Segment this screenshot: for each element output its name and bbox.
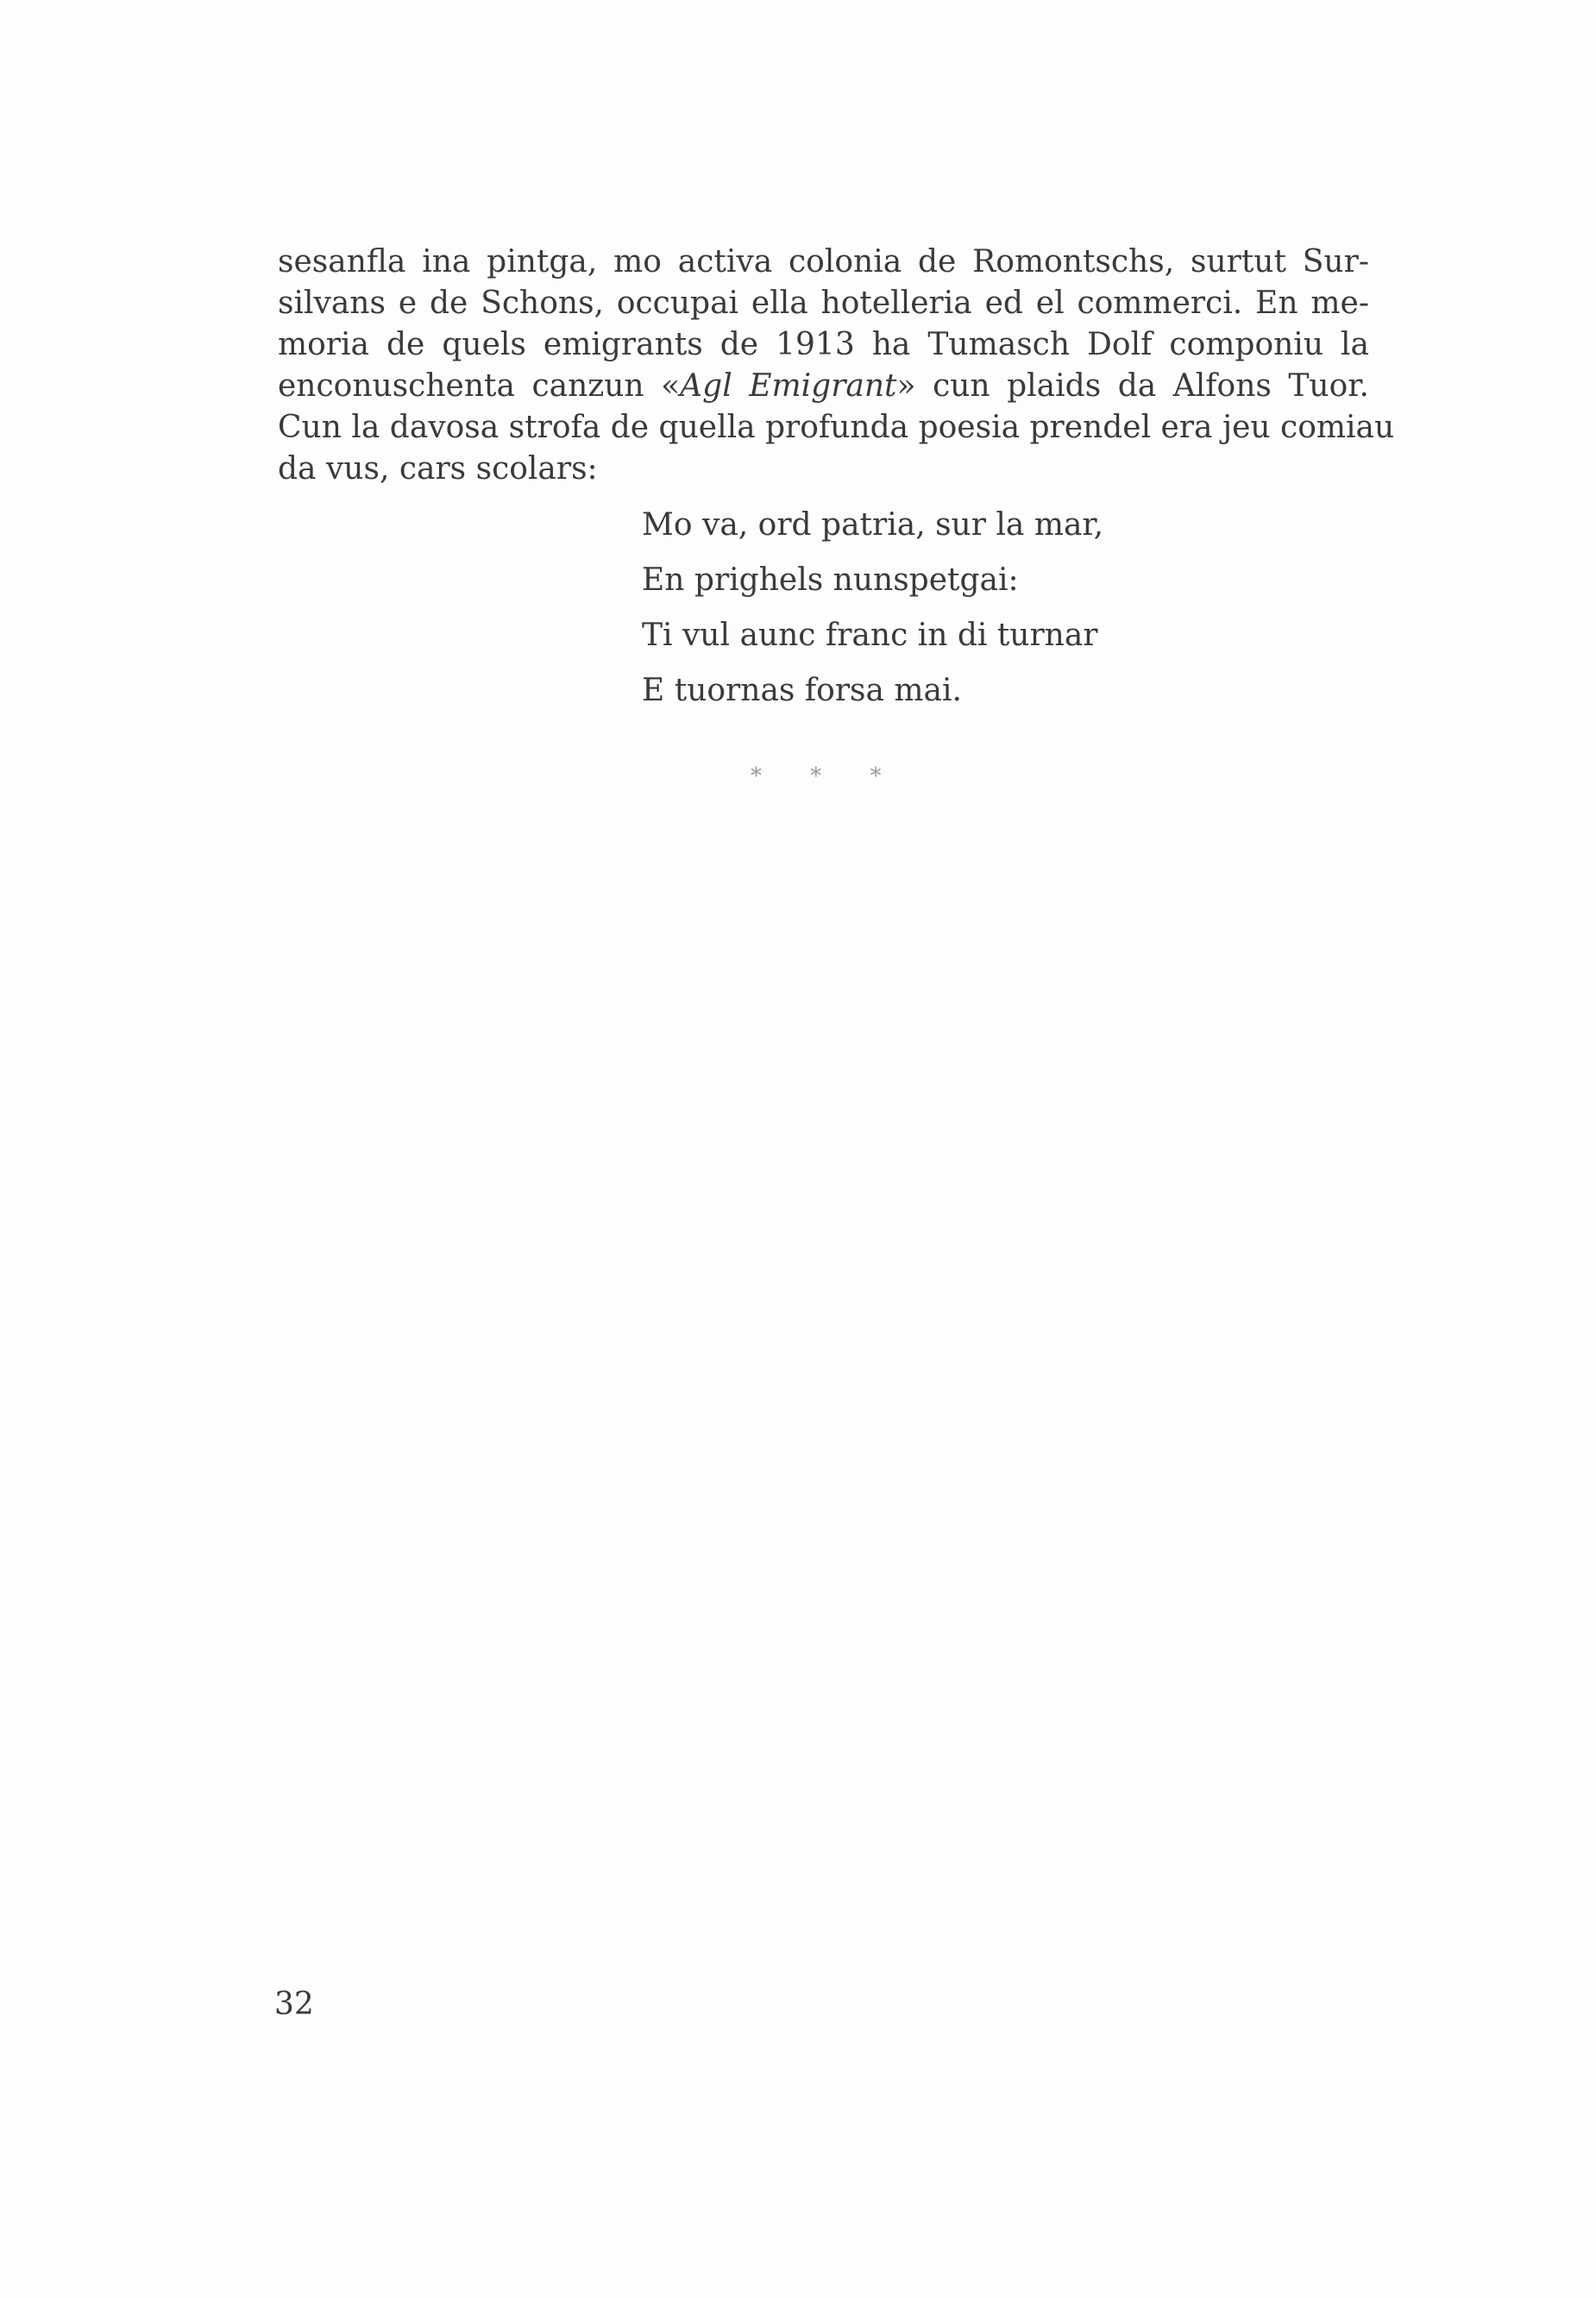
text-line-content: sesanfla ina pintga, mo activa colonia de Romontschs, surtut Sur- xyxy=(278,244,1369,279)
verse-line: E tuornas forsa mai. xyxy=(642,673,962,708)
text-line xyxy=(278,324,1369,366)
text-line-content: da vus, cars scolars: xyxy=(278,451,598,487)
text-segment: cun plaids da Alfons Tuor. xyxy=(915,368,1369,404)
text-line-content xyxy=(278,366,1369,407)
text-line-content: Cun la davosa strofa de quella profunda poesia prendel era jeu comiau xyxy=(278,410,1395,445)
text-line xyxy=(278,366,1369,407)
text-line-content: moria de quels emigrants de 1913 ha Tumasch Dolf componiu la xyxy=(278,327,1369,362)
verse-line: En prighels nunspetgai: xyxy=(642,562,1019,598)
poem-stanza xyxy=(642,498,1103,719)
verse-line: Ti vul aunc franc in di turnar xyxy=(642,618,1098,653)
verse-line: Mo va, ord patria, sur la mar, xyxy=(642,507,1104,543)
prose-paragraph xyxy=(278,242,1395,490)
text-line xyxy=(278,407,1395,449)
song-title: Agl Emigrant xyxy=(680,368,897,404)
quote-close-mark: » xyxy=(896,368,916,404)
text-segment: enconuschenta canzun xyxy=(278,368,662,404)
text-line xyxy=(278,449,1369,490)
text-line-content: silvans e de Schons, occupai ella hotelleria ed el commerci. En me- xyxy=(278,286,1369,321)
page-number: 32 xyxy=(274,1987,314,2022)
text-line xyxy=(278,283,1369,324)
section-break-ornament: * * * xyxy=(751,763,902,789)
quote-open-mark: « xyxy=(661,368,681,404)
text-line xyxy=(278,242,1369,283)
